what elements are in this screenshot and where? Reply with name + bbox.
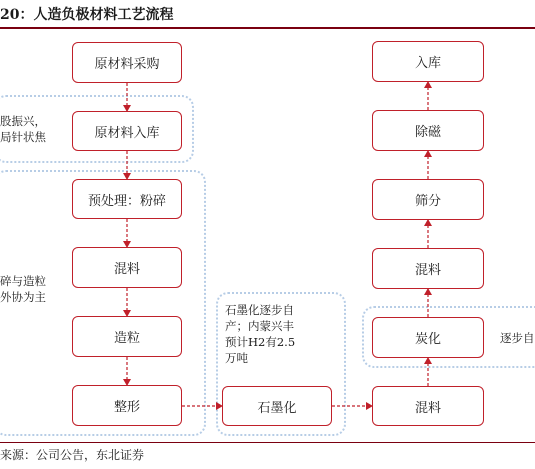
step-granulation: 造粒 — [72, 316, 182, 357]
source-note: 来源：公司公告，东北证券 — [0, 448, 145, 462]
note-raw-material — [0, 113, 46, 145]
note-pretreatment — [0, 273, 46, 305]
step-screening: 筛分 — [372, 179, 484, 220]
note-raw-material-line-1: 股振兴， — [0, 114, 46, 128]
step-raw-material-purchase: 原材料采购 — [72, 42, 182, 83]
note-graphitization-line-2: 产；内蒙兴丰 — [225, 319, 294, 333]
step-graphitization: 石墨化 — [222, 386, 332, 426]
step-warehousing: 入库 — [372, 41, 484, 82]
step-raw-material-storage: 原材料入库 — [72, 111, 182, 151]
step-carbonization: 炭化 — [372, 317, 484, 358]
step-mixing-3: 混料 — [372, 248, 484, 289]
note-carbonization — [500, 330, 535, 346]
note-pretreatment-line-2: 外协为主 — [0, 290, 46, 304]
note-graphitization — [225, 302, 295, 366]
step-pretreatment-crushing: 预处理：粉碎 — [72, 179, 182, 219]
step-shaping: 整形 — [72, 385, 182, 426]
note-carbonization-line-1: 逐步自 — [500, 331, 535, 345]
note-raw-material-line-2: 局针状焦 — [0, 130, 46, 144]
note-pretreatment-line-1: 碎与造粒 — [0, 274, 46, 288]
source-divider — [0, 442, 535, 443]
note-graphitization-line-3: 预计H2有2.5 — [225, 335, 296, 349]
step-demagnetizing: 除磁 — [372, 110, 484, 151]
figure-title: 20：人造负极材料工艺流程 — [0, 7, 174, 23]
step-mixing-1: 混料 — [72, 247, 182, 288]
note-graphitization-line-1: 石墨化逐步自 — [225, 303, 294, 317]
note-graphitization-line-4: 万吨 — [225, 351, 248, 365]
step-mixing-2: 混料 — [372, 386, 484, 426]
